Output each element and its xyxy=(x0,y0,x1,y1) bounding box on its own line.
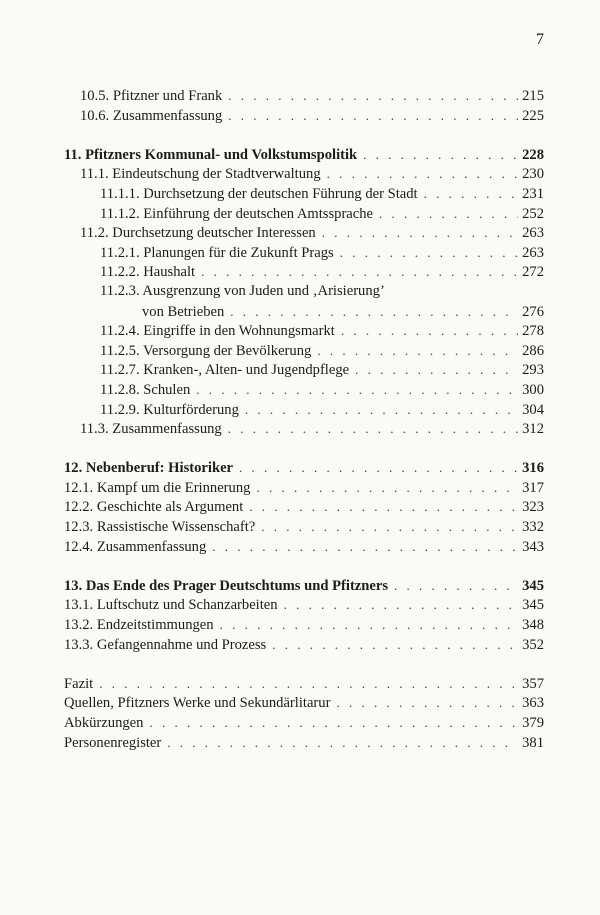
toc-entry-label: 11.2.5. Versorgung der Bevölkerung xyxy=(100,342,312,359)
toc-entry-label: Fazit xyxy=(64,675,94,692)
toc-entry xyxy=(64,204,544,224)
toc-entry-label: 11.2.8. Schulen xyxy=(100,381,191,398)
toc-entry-page: 332 xyxy=(522,519,544,536)
dot-leader xyxy=(424,184,518,204)
dot-leader xyxy=(284,595,519,615)
dot-leader xyxy=(272,635,518,655)
toc-entry xyxy=(64,262,544,282)
toc-entry xyxy=(64,733,544,753)
toc-entry xyxy=(64,243,544,263)
toc-entry-page: 348 xyxy=(522,617,544,634)
toc-chapter xyxy=(64,576,544,596)
toc-entry-page: 300 xyxy=(522,381,544,398)
dot-leader xyxy=(327,164,518,184)
dot-leader xyxy=(261,517,518,537)
toc-entry-page: 286 xyxy=(522,342,544,359)
toc-entry xyxy=(64,380,544,400)
toc-entry-page: 323 xyxy=(522,499,544,516)
toc-entry-label: 11.2.4. Eingriffe in den Wohnungsmarkt xyxy=(100,323,335,340)
dot-leader xyxy=(363,145,518,165)
toc-entry-label: 12.4. Zusammenfassung xyxy=(64,538,207,555)
toc-entry-label: von Betrieben xyxy=(142,303,225,320)
toc-entry-label: 13.2. Endzeitstimmungen xyxy=(64,617,214,634)
toc-entry xyxy=(64,497,544,517)
toc-entry xyxy=(64,693,544,713)
toc-entry-label: 11.2.9. Kulturförderung xyxy=(100,401,239,418)
toc-entry-page: 357 xyxy=(522,675,544,692)
dot-leader xyxy=(228,106,518,126)
toc-entry xyxy=(64,223,544,243)
toc-entry xyxy=(64,635,544,655)
toc-entry xyxy=(64,595,544,615)
toc-chapter-page: 316 xyxy=(522,460,544,477)
dot-leader xyxy=(256,478,518,498)
toc-entry xyxy=(64,713,544,733)
dot-leader xyxy=(322,223,518,243)
toc-entry-page: 379 xyxy=(522,715,544,731)
dot-leader xyxy=(201,262,518,282)
dot-leader xyxy=(355,360,518,380)
dot-leader xyxy=(196,380,518,400)
toc-entry-page: 231 xyxy=(522,185,544,202)
toc-entry xyxy=(64,674,544,694)
toc-entry-page: 230 xyxy=(522,166,544,183)
dot-leader xyxy=(212,537,518,557)
dot-leader xyxy=(317,341,518,361)
dot-leader xyxy=(230,302,518,322)
toc-entry-label: 10.5. Pfitzner und Frank xyxy=(80,88,223,104)
toc-chapter xyxy=(64,458,544,478)
toc-entry-page: 293 xyxy=(522,362,544,379)
toc-entry xyxy=(64,341,544,361)
toc-entry-label: Quellen, Pfitzners Werke und Sekundärlitarur xyxy=(64,695,331,712)
toc-entry-page: 345 xyxy=(522,597,544,614)
toc-chapter xyxy=(64,145,544,165)
toc-entry xyxy=(64,517,544,537)
toc-entry xyxy=(64,419,544,439)
toc-entry-page: 263 xyxy=(522,225,544,242)
dot-leader xyxy=(379,204,518,224)
toc-entry-page: 317 xyxy=(522,479,544,496)
toc-entry-page: 343 xyxy=(522,538,544,555)
dot-leader xyxy=(341,321,518,341)
toc-entry-page: 263 xyxy=(522,244,544,261)
toc-entry-page: 276 xyxy=(522,303,544,320)
toc-chapter-page: 345 xyxy=(522,577,544,594)
toc-chapter-label: 11. Pfitzners Kommunal- und Volkstumspolitik xyxy=(64,146,358,163)
dot-leader xyxy=(228,419,518,439)
dot-leader xyxy=(167,733,518,753)
toc-entry-label: 11.2. Durchsetzung deutscher Interessen xyxy=(80,225,316,242)
dot-leader xyxy=(228,86,518,106)
toc-entry xyxy=(64,321,544,341)
toc-entry-label: 11.1.1. Durchsetzung der deutschen Führung der Stadt xyxy=(100,185,418,202)
toc-entry xyxy=(64,400,544,420)
toc-entry-label: 11.2.7. Kranken-, Alten- und Jugendpflege xyxy=(100,362,350,379)
page-number: 7 xyxy=(536,31,544,48)
toc-entry-label: 12.1. Kampf um die Erinnerung xyxy=(64,479,251,496)
table-of-contents xyxy=(64,86,544,752)
toc-entry-label: 11.1. Eindeutschung der Stadtverwaltung xyxy=(80,166,321,183)
toc-entry xyxy=(64,184,544,204)
toc-entry-page: 352 xyxy=(522,636,544,653)
toc-entry-page: 304 xyxy=(522,401,544,418)
toc-entry-label: 11.3. Zusammenfassung xyxy=(80,421,222,438)
toc-entry xyxy=(64,615,544,635)
dot-leader xyxy=(149,713,518,733)
dot-leader xyxy=(220,615,519,635)
toc-entry xyxy=(64,164,544,184)
dot-leader xyxy=(99,674,518,694)
toc-entry-page: 381 xyxy=(522,734,544,751)
toc-entry-page: 215 xyxy=(522,88,544,104)
toc-entry-label: 11.2.2. Haushalt xyxy=(100,264,196,281)
toc-entry-label: 11.2.1. Planungen für die Zukunft Prags xyxy=(100,244,334,261)
toc-entry-label: 10.6. Zusammenfassung xyxy=(80,107,223,124)
dot-leader xyxy=(245,400,518,420)
toc-entry-label: 11.1.2. Einführung der deutschen Amtssprache xyxy=(100,205,374,222)
dot-leader xyxy=(336,693,518,713)
toc-entry-page: 272 xyxy=(522,264,544,281)
toc-chapter-label: 13. Das Ende des Prager Deutschtums und Pfitzners xyxy=(64,577,389,594)
toc-chapter-label: 12. Nebenberuf: Historiker xyxy=(64,460,234,477)
toc-entry-continuation xyxy=(64,302,544,322)
toc-entry xyxy=(64,282,544,302)
toc-entry xyxy=(64,106,544,126)
toc-entry-page: 225 xyxy=(522,107,544,124)
toc-entry xyxy=(64,478,544,498)
toc-entry-label: 12.2. Geschichte als Argument xyxy=(64,499,244,516)
toc-entry-label: 11.2.3. Ausgrenzung von Juden und ‚Arisierung’ xyxy=(100,282,385,299)
toc-entry-label: 13.3. Gefangennahme und Prozess xyxy=(64,636,267,653)
toc-entry-label: 12.3. Rassistische Wissenschaft? xyxy=(64,519,256,536)
dot-leader xyxy=(249,497,518,517)
dot-leader xyxy=(239,458,518,478)
toc-entry-label: Personenregister xyxy=(64,734,162,751)
toc-chapter-page: 228 xyxy=(522,146,544,163)
dot-leader xyxy=(340,243,518,263)
toc-entry-label: 13.1. Luftschutz und Schanzarbeiten xyxy=(64,597,278,614)
toc-entry-label: Abkürzungen xyxy=(64,715,144,731)
toc-entry-page: 252 xyxy=(522,205,544,222)
toc-entry xyxy=(64,360,544,380)
toc-entry xyxy=(64,86,544,106)
toc-entry-page: 363 xyxy=(522,695,544,712)
toc-entry-page: 312 xyxy=(522,421,544,438)
toc-entry-page: 278 xyxy=(522,323,544,340)
dot-leader xyxy=(394,576,518,596)
toc-entry xyxy=(64,537,544,557)
